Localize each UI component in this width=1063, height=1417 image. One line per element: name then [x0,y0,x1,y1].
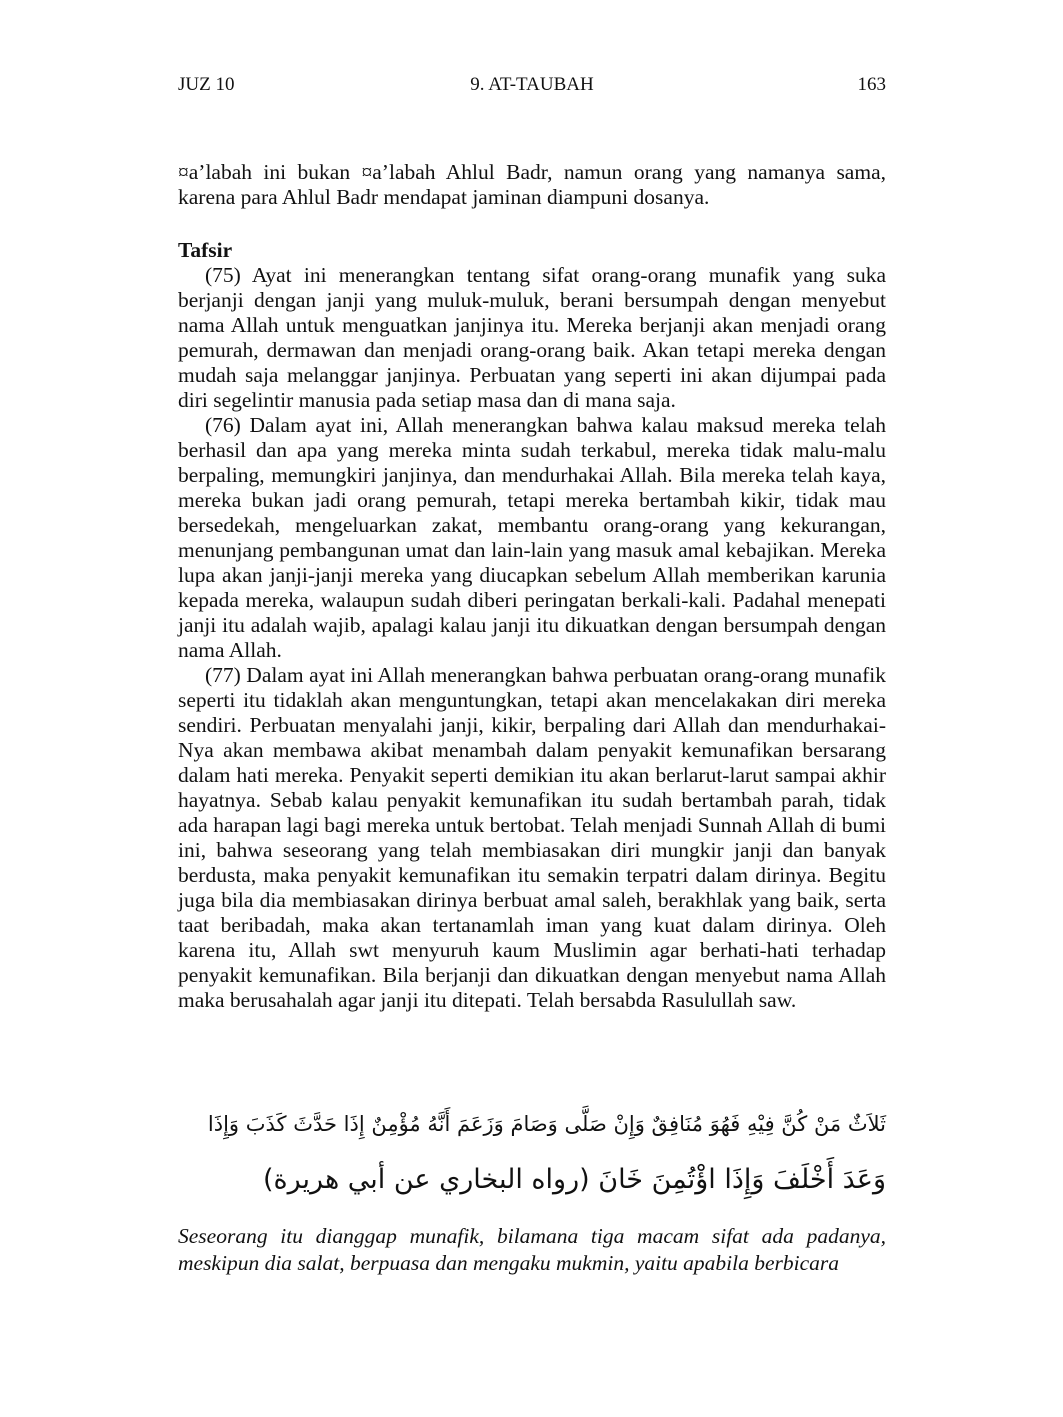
tafsir-paragraph-76: (76) Dalam ayat ini, Allah menerangkan bahwa kalau maksud mereka telah berhasil dan apa yang mereka minta sudah terkabul, mereka tidak malu-malu berpaling, memungkiri janjinya, dan mendurhakai Allah. Bila mereka telah kaya, mereka bukan jadi orang pemurah, tetapi mereka bertambah kikir, tidak mau bersedekah, mengeluarkan zakat, membantu orang-orang yang kekurangan, menunjang pembangunan umat dan lain-lain yang masuk amal kebajikan. Mereka lupa akan janji-janji mereka yang diucapkan sebelum Allah memberikan karunia kepada mereka, walaupun sudah diberi peringatan berkali-kali. Padahal menepati janji itu adalah wajib, apalagi kalau janji itu dikuatkan dengan bersumpah dengan nama Allah. [178,413,886,662]
hadith-arabic [178,1096,886,1208]
page-number: 163 [857,74,886,95]
tafsir-paragraph-77: (77) Dalam ayat ini Allah menerangkan bahwa perbuatan orang-orang munafik seperti itu tidaklah akan menguntungkan, tetapi akan mencelakakan diri mereka sendiri. Perbuatan menyalahi janji, kikir, berpaling dari Allah dan mendurhakai-Nya akan membawa akibat menambah dalam penyakit kemunafikan bersarang dalam hati mereka. Penyakit seperti demikian itu akan berlarut-larut sampai akhir hayatnya. Sebab kalau penyakit kemunafikan itu sudah bertambah parah, tidak ada harapan lagi bagi mereka untuk bertobat. Telah menjadi Sunnah Allah di bumi ini, bahwa seseorang yang telah membiasakan diri mungkir janji dan banyak berdusta, maka penyakit kemunafikan itu semakin terpatri dalam dirinya. Begitu juga bila dia membiasakan dirinya berbuat amal saleh, berakhlak yang baik, serta taat beribadah, maka akan tertanamlah iman yang kuat dalam dirinya. Oleh karena itu, Allah swt menyuruh kaum Muslimin agar berhati-hati terhadap penyakit kemunafikan. Bila berjanji dan dikuatkan dengan menyebut nama Allah maka berusahalah agar janji itu ditepati. Telah bersabda Rasulullah saw. [178,663,886,1012]
intro-paragraph: ¤a’labah ini bukan ¤a’labah Ahlul Badr, namun orang yang namanya sama, karena para Ahlul Badr mendapat jaminan diampuni dosanya. [178,160,886,209]
tafsir-heading: Tafsir [178,238,233,262]
surah-title: 9. AT-TAUBAH [470,74,594,95]
tafsir-paragraph-75: (75) Ayat ini menerangkan tentang sifat orang-orang munafik yang suka berjanji dengan janji yang muluk-muluk, berani bersumpah dengan menyebut nama Allah untuk menguatkan janjinya itu. Mereka berjanji akan menjadi orang pemurah, dermawan dan menjadi orang-orang baik. Akan tetapi mereka dengan mudah saja melanggar janjinya. Perbuatan yang seperti ini akan dijumpai pada diri segelintir manusia pada setiap masa dan di mana saja. [178,263,886,412]
hadith-line-2: وَعَدَ أَخْلَفَ وَإِذَا اؤْتُمِنَ خَانَ (رواه البخاري عن أبي هريرة) [262,1164,886,1195]
body-text [178,160,886,1013]
hadith-translation: Seseorang itu dianggap munafik, bilamana tiga macam sifat ada padanya, meskipun dia salat, berpuasa dan mengaku mukmin, yaitu apabila berbicara [178,1224,886,1275]
hadith-line-1: ثَلاَثٌ مَنْ كُنَّ فِيْهِ فَهُوَ مُنَافِقٌ وَإِنْ صَلَّى وَصَامَ وَزَعَمَ أَنَّهُ مُؤْمِنٌ إِذَا حَدَّثَ كَذَبَ وَإِذَا [207,1112,886,1136]
page-header [178,74,886,102]
juz-label: JUZ 10 [178,74,235,95]
